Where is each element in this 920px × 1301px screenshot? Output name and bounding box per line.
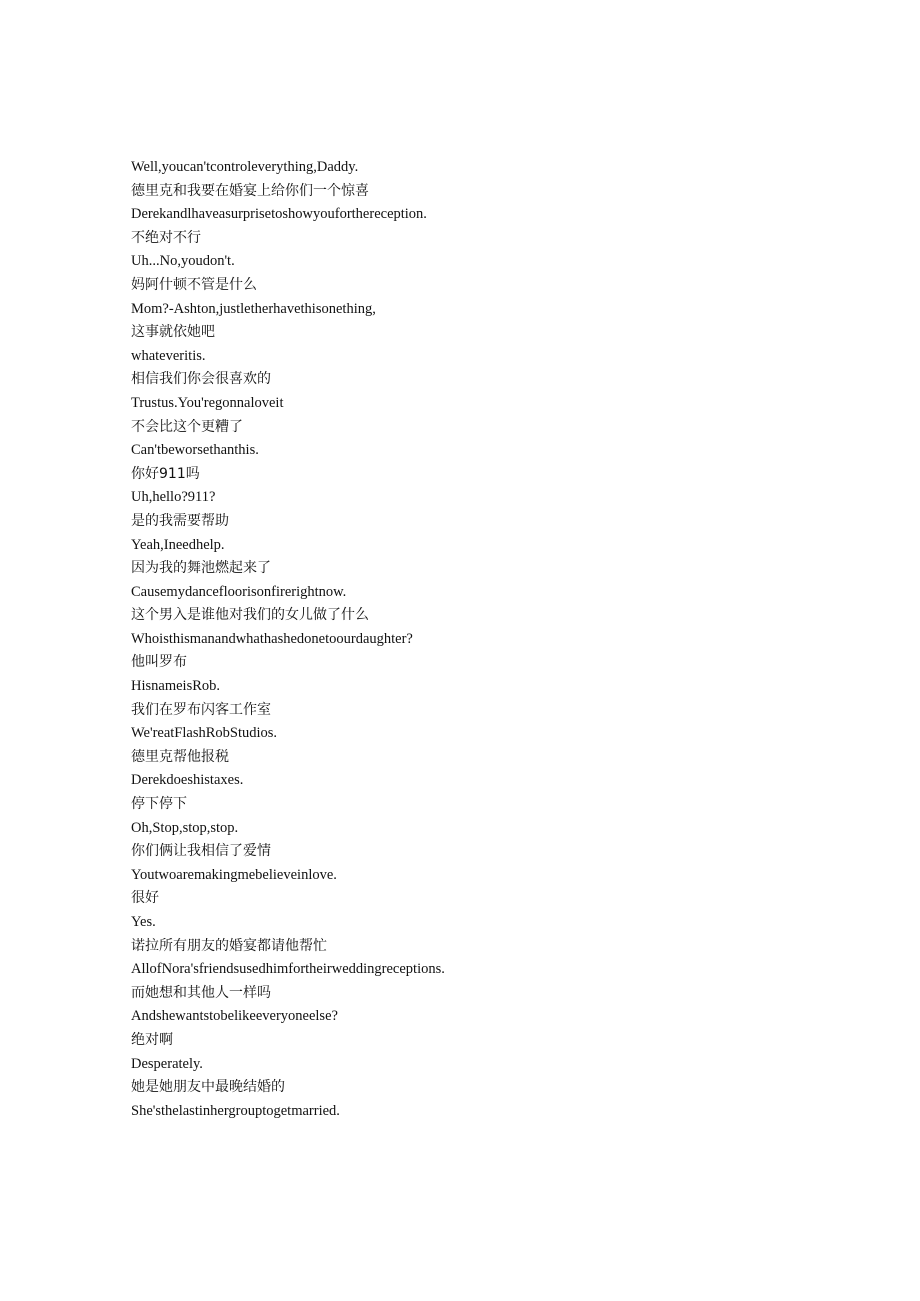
- chinese-subtitle-line: 这个男入是谁他对我们的女儿做了什么: [131, 607, 369, 624]
- english-subtitle-line: HisnameisRob.: [131, 678, 221, 695]
- chinese-subtitle-line: 绝对啊: [131, 1031, 173, 1048]
- english-subtitle-line: Yeah,Ineedhelp.: [131, 536, 225, 553]
- english-subtitle-line: We'reatFlashRobStudios.: [131, 725, 278, 742]
- english-subtitle-line: Yes.: [131, 914, 156, 930]
- chinese-subtitle-line: 很好: [131, 890, 159, 907]
- english-subtitle-line: Andshewantstobelikeeveryoneelse?: [131, 1008, 338, 1025]
- chinese-subtitle-line: 我们在罗布闪客工作室: [131, 701, 271, 718]
- chinese-subtitle-line: 相信我们你会很喜欢的: [131, 371, 271, 388]
- english-subtitle-line: Desperately.: [131, 1055, 203, 1072]
- transcript-body: [131, 156, 831, 1123]
- english-subtitle-line: Whoisthismanandwhathashedonetoourdaughter?: [131, 630, 413, 647]
- chinese-subtitle-line: 诺拉所有朋友的婚宴都请他帮忙: [131, 937, 327, 954]
- english-subtitle-line: Trustus.You'regonnaloveit: [131, 394, 284, 411]
- english-subtitle-line: Uh...No,youdon't.: [131, 253, 235, 270]
- english-subtitle-line: She'sthelastinhergrouptogetmarried.: [131, 1102, 340, 1119]
- english-subtitle-line: Well,youcan'tcontroleverything,Daddy.: [131, 159, 359, 175]
- chinese-subtitle-line: 不会比这个更糟了: [131, 418, 243, 435]
- chinese-subtitle-line: 因为我的舞池燃起来了: [131, 560, 271, 577]
- chinese-subtitle-line: 妈阿什顿不管是什么: [131, 276, 257, 293]
- english-subtitle-line: Uh,hello?911?: [131, 489, 216, 506]
- english-subtitle-line: Causemydancefloorisonfirerightnow.: [131, 583, 347, 600]
- english-subtitle-line: Can'tbeworsethanthis.: [131, 442, 259, 459]
- english-subtitle-line: AllofNora'sfriendsusedhimfortheirweddingreceptions.: [131, 961, 445, 978]
- chinese-subtitle-line: 你好911吗: [131, 465, 200, 482]
- english-subtitle-line: Youtwoaremakingmebelieveinlove.: [131, 866, 337, 883]
- chinese-subtitle-line: 停下停下: [131, 796, 187, 813]
- chinese-subtitle-line: 而她想和其他人一样吗: [131, 984, 271, 1001]
- english-subtitle-line: Mom?-Ashton,justletherhavethisonething,: [131, 300, 376, 317]
- chinese-subtitle-line: 德里克和我要在婚宴上给你们一个惊喜: [131, 182, 369, 199]
- chinese-subtitle-line: 不绝对不行: [131, 229, 201, 246]
- chinese-subtitle-line: 这事就依她吧: [131, 324, 215, 341]
- chinese-subtitle-line: 你们俩让我相信了爱情: [131, 843, 271, 860]
- english-subtitle-line: Derekandlhaveasurprisetoshowyouforthereception.: [131, 206, 427, 223]
- english-subtitle-line: Oh,Stop,stop,stop.: [131, 819, 239, 836]
- english-subtitle-line: Derekdoeshistaxes.: [131, 772, 244, 789]
- chinese-subtitle-line: 他叫罗布: [131, 654, 187, 671]
- chinese-subtitle-line: 德里克帮他报税: [131, 748, 229, 765]
- chinese-subtitle-line: 是的我需要帮助: [131, 512, 229, 529]
- chinese-subtitle-line: 她是她朋友中最晚结婚的: [131, 1079, 285, 1096]
- english-subtitle-line: whateveritis.: [131, 347, 206, 364]
